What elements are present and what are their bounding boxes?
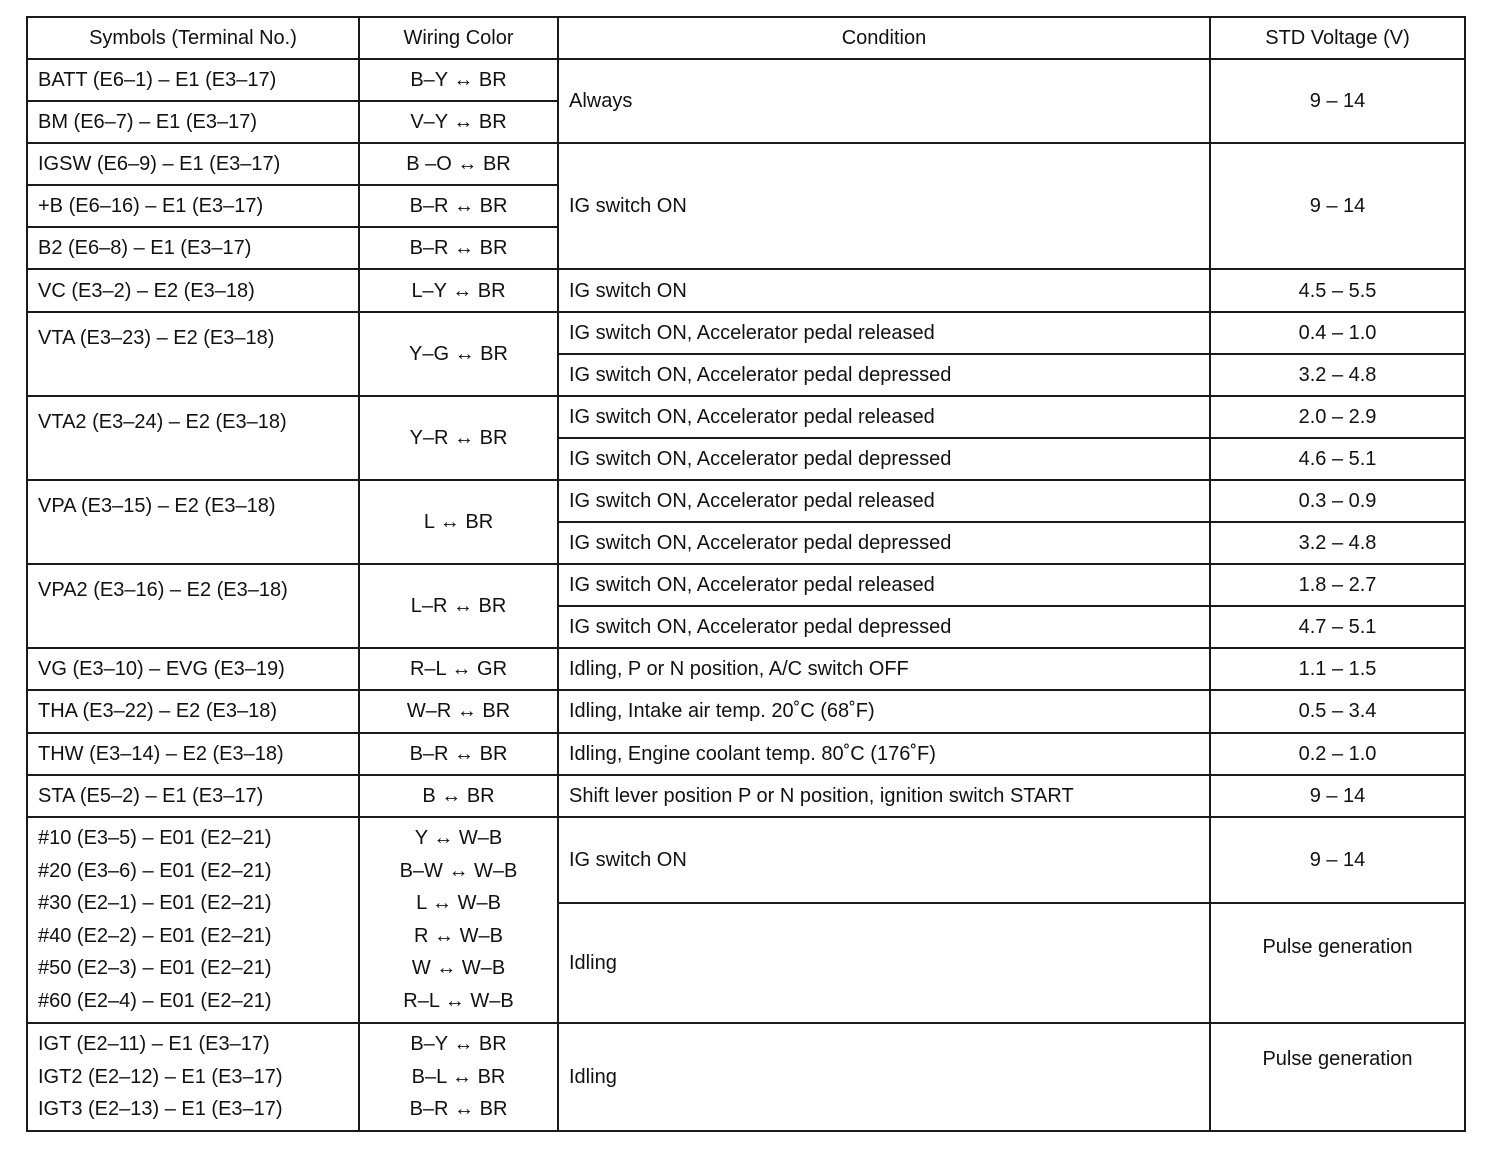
table-row [27, 143, 1465, 185]
voltage-cell: 1.1 – 1.5 [1210, 648, 1465, 690]
wire-line: B–R ↔ BR [409, 1098, 508, 1121]
wire-cell: W–R ↔ BR [359, 690, 558, 732]
wire-cell: B–R ↔ BR [359, 185, 558, 227]
symbol-cell: +B (E6–16) – E1 (E3–17) [27, 185, 359, 227]
symbol-cell: THA (E3–22) – E2 (E3–18) [27, 690, 359, 732]
condition-cell: Idling, Intake air temp. 20˚C (68˚F) [558, 690, 1210, 732]
table-row [27, 733, 1465, 775]
voltage-cell: 0.3 – 0.9 [1210, 480, 1465, 522]
condition-cell: Idling [558, 1023, 1210, 1131]
symbol-cell: VTA2 (E3–24) – E2 (E3–18) [27, 396, 359, 480]
condition-cell: Shift lever position P or N position, ignition switch START [558, 775, 1210, 817]
table-row [27, 480, 1465, 522]
symbol-cell: VG (E3–10) – EVG (E3–19) [27, 648, 359, 690]
condition-cell: Always [558, 59, 1210, 143]
wire-line: L ↔ W–B [416, 892, 501, 915]
wire-cell: B–R ↔ BR [359, 227, 558, 269]
voltage-cell: 4.6 – 5.1 [1210, 438, 1465, 480]
condition-cell: IG switch ON [558, 269, 1210, 311]
condition-cell: IG switch ON [558, 143, 1210, 269]
condition-cell: IG switch ON [558, 817, 1210, 903]
condition-cell: IG switch ON, Accelerator pedal released [558, 396, 1210, 438]
table-row [27, 564, 1465, 606]
wire-line: W ↔ W–B [411, 957, 506, 980]
wire-line: B–W ↔ W–B [399, 859, 518, 882]
igniter-symbols-cell [27, 1023, 359, 1131]
symbol-line: IGT3 (E2–13) – E1 (E3–17) [38, 1098, 283, 1121]
condition-cell: IG switch ON, Accelerator pedal depressed [558, 522, 1210, 564]
condition-cell: IG switch ON, Accelerator pedal released [558, 480, 1210, 522]
symbol-line: IGT (E2–11) – E1 (E3–17) [38, 1033, 270, 1056]
table-row [27, 817, 1465, 903]
voltage-cell: 9 – 14 [1210, 143, 1465, 269]
symbol-cell: THW (E3–14) – E2 (E3–18) [27, 733, 359, 775]
symbol-cell: VPA2 (E3–16) – E2 (E3–18) [27, 564, 359, 648]
condition-cell: Idling, P or N position, A/C switch OFF [558, 648, 1210, 690]
voltage-cell: 9 – 14 [1210, 817, 1465, 903]
symbol-cell: B2 (E6–8) – E1 (E3–17) [27, 227, 359, 269]
wire-cell: L–Y ↔ BR [359, 269, 558, 311]
table-row [27, 396, 1465, 438]
table-row [27, 690, 1465, 732]
symbol-line: #20 (E3–6) – E01 (E2–21) [38, 859, 272, 882]
voltage-cell: Pulse generation [1210, 1023, 1465, 1131]
voltage-cell: 0.4 – 1.0 [1210, 312, 1465, 354]
table-row [27, 59, 1465, 101]
header-row [27, 17, 1465, 59]
wire-cell: Y–G ↔ BR [359, 312, 558, 396]
voltage-cell: 1.8 – 2.7 [1210, 564, 1465, 606]
voltage-cell: 9 – 14 [1210, 775, 1465, 817]
table-row [27, 1023, 1465, 1131]
condition-cell: IG switch ON, Accelerator pedal released [558, 564, 1210, 606]
table-row [27, 312, 1465, 354]
symbol-cell: IGSW (E6–9) – E1 (E3–17) [27, 143, 359, 185]
table-row [27, 269, 1465, 311]
wire-line: R ↔ W–B [414, 924, 503, 947]
wire-cell: L ↔ BR [359, 480, 558, 564]
wire-cell: B–Y ↔ BR [359, 59, 558, 101]
voltage-cell: 3.2 – 4.8 [1210, 522, 1465, 564]
igniter-wires-cell [359, 1023, 558, 1131]
symbol-line: #40 (E2–2) – E01 (E2–21) [38, 924, 272, 947]
symbol-cell: STA (E5–2) – E1 (E3–17) [27, 775, 359, 817]
symbol-cell: VPA (E3–15) – E2 (E3–18) [27, 480, 359, 564]
wire-cell: R–L ↔ GR [359, 648, 558, 690]
symbol-cell: VTA (E3–23) – E2 (E3–18) [27, 312, 359, 396]
symbol-cell: VC (E3–2) – E2 (E3–18) [27, 269, 359, 311]
table-row [27, 648, 1465, 690]
voltage-cell: 0.5 – 3.4 [1210, 690, 1465, 732]
table-row [27, 775, 1465, 817]
wire-line: B–Y ↔ BR [410, 1033, 507, 1056]
wire-line: B–L ↔ BR [411, 1065, 506, 1088]
header-symbols: Symbols (Terminal No.) [27, 17, 359, 59]
voltage-cell: 0.2 – 1.0 [1210, 733, 1465, 775]
symbol-line: #50 (E2–3) – E01 (E2–21) [38, 957, 272, 980]
symbol-cell: BM (E6–7) – E1 (E3–17) [27, 101, 359, 143]
wire-cell: V–Y ↔ BR [359, 101, 558, 143]
voltage-cell: 3.2 – 4.8 [1210, 354, 1465, 396]
header-condition: Condition [558, 17, 1210, 59]
symbol-line: #30 (E2–1) – E01 (E2–21) [38, 892, 272, 915]
header-std-voltage: STD Voltage (V) [1210, 17, 1465, 59]
voltage-cell: 9 – 14 [1210, 59, 1465, 143]
terminal-voltage-table [26, 16, 1466, 1132]
symbol-line: #60 (E2–4) – E01 (E2–21) [38, 989, 272, 1012]
condition-cell: IG switch ON, Accelerator pedal released [558, 312, 1210, 354]
condition-cell: Idling [558, 903, 1210, 1023]
voltage-cell: Pulse generation [1210, 903, 1465, 1023]
wire-cell: Y–R ↔ BR [359, 396, 558, 480]
voltage-cell: 4.7 – 5.1 [1210, 606, 1465, 648]
header-wiring-color: Wiring Color [359, 17, 558, 59]
wire-cell: B–R ↔ BR [359, 733, 558, 775]
injector-symbols-cell [27, 817, 359, 1023]
condition-cell: Idling, Engine coolant temp. 80˚C (176˚F) [558, 733, 1210, 775]
condition-cell: IG switch ON, Accelerator pedal depressed [558, 438, 1210, 480]
injector-wires-cell [359, 817, 558, 1023]
wire-cell: B –O ↔ BR [359, 143, 558, 185]
condition-cell: IG switch ON, Accelerator pedal depressed [558, 606, 1210, 648]
symbol-line: #10 (E3–5) – E01 (E2–21) [38, 827, 272, 850]
symbol-cell: BATT (E6–1) – E1 (E3–17) [27, 59, 359, 101]
wire-line: R–L ↔ W–B [403, 989, 514, 1012]
symbol-line: IGT2 (E2–12) – E1 (E3–17) [38, 1065, 283, 1088]
condition-cell: IG switch ON, Accelerator pedal depressed [558, 354, 1210, 396]
voltage-cell: 4.5 – 5.5 [1210, 269, 1465, 311]
wire-line: Y ↔ W–B [414, 827, 503, 850]
wire-cell: B ↔ BR [359, 775, 558, 817]
voltage-cell: 2.0 – 2.9 [1210, 396, 1465, 438]
wire-cell: L–R ↔ BR [359, 564, 558, 648]
